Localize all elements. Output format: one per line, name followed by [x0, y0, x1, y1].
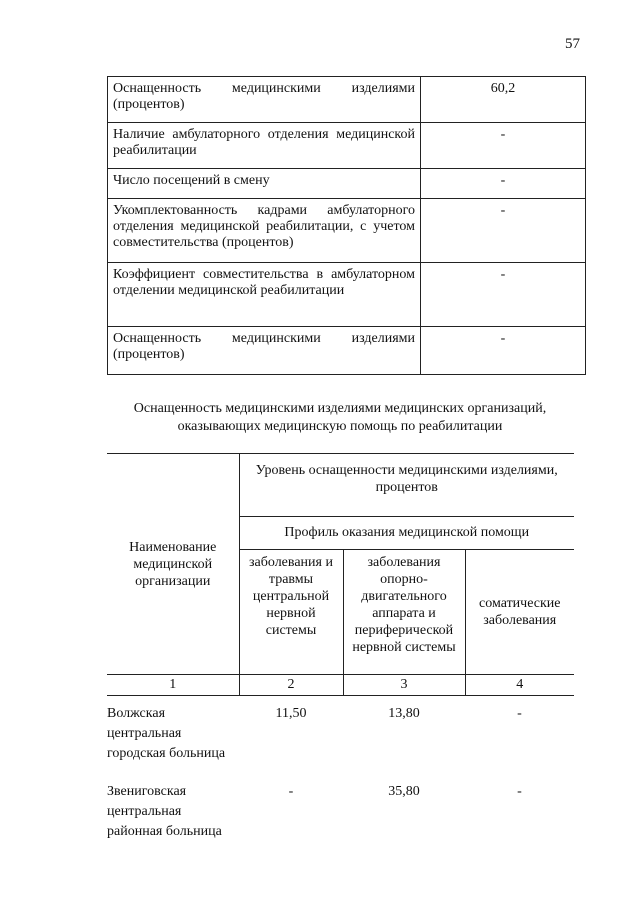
- table-row: [108, 123, 586, 169]
- header-equipment-level: Уровень оснащенности медицинскими изделиями, процентов: [239, 454, 574, 517]
- organization-name: Волжская центральная городская больница: [107, 706, 226, 761]
- header-musculoskeletal-diseases: заболевания опорно-двигательного аппарата и периферической нервной системы: [343, 550, 465, 675]
- header-profile: Профиль оказания медицинской помощи: [239, 517, 574, 550]
- table-caption: [80, 400, 600, 436]
- caption-line: оказывающих медицинскую помощь по реабилитации: [177, 419, 503, 434]
- indicator-value: -: [421, 327, 586, 375]
- somatic-value: -: [517, 706, 522, 721]
- indicator-label: Число посещений в смену: [108, 169, 421, 199]
- indicators-table: [107, 76, 586, 375]
- somatic-value: -: [517, 784, 522, 799]
- indicator-label: Коэффициент совместительства в амбулаторном отделении медицинской реабилитации: [108, 263, 421, 327]
- indicator-value: -: [421, 123, 586, 169]
- indicator-label: Оснащенность медицинскими изделиями (процентов): [108, 327, 421, 375]
- indicator-label: Наличие амбулаторного отделения медицинской реабилитации: [108, 123, 421, 169]
- column-number: 3: [343, 675, 465, 696]
- header-cns-diseases: заболевания и травмы центральной нервной системы: [239, 550, 343, 675]
- column-number: 4: [465, 675, 574, 696]
- indicator-label: Укомплектованность кадрами амбулаторного отделения медицинской реабилитации, с учетом совместительства (процентов): [108, 199, 421, 263]
- indicator-label: Оснащенность медицинскими изделиями (процентов): [108, 77, 421, 123]
- table-row: [108, 327, 586, 375]
- caption-line: Оснащенность медицинскими изделиями медицинских организаций,: [133, 401, 547, 416]
- indicator-value: 60,2: [421, 77, 586, 123]
- musculoskeletal-value: 35,80: [388, 784, 420, 799]
- column-numbers-row: [107, 675, 574, 696]
- organization-name: Звениговская центральная районная больница: [107, 784, 222, 839]
- cns-value: 11,50: [275, 706, 307, 721]
- equipment-table: [107, 453, 574, 852]
- musculoskeletal-value: 13,80: [388, 706, 420, 721]
- indicator-value: -: [421, 199, 586, 263]
- table-row: [108, 199, 586, 263]
- cns-value: -: [288, 784, 294, 799]
- table-row: [107, 774, 574, 852]
- indicator-value: -: [421, 169, 586, 199]
- table-row: [108, 169, 586, 199]
- header-row: [107, 454, 574, 517]
- header-somatic-diseases: соматические заболевания: [465, 550, 574, 675]
- column-number: 1: [107, 675, 239, 696]
- header-organization: Наименование медицинской организации: [107, 454, 239, 675]
- table-row: [108, 77, 586, 123]
- column-number: 2: [239, 675, 343, 696]
- table-row: [108, 263, 586, 327]
- page-number: 57: [565, 36, 580, 52]
- table-row: [107, 696, 574, 775]
- indicator-value: -: [421, 263, 586, 327]
